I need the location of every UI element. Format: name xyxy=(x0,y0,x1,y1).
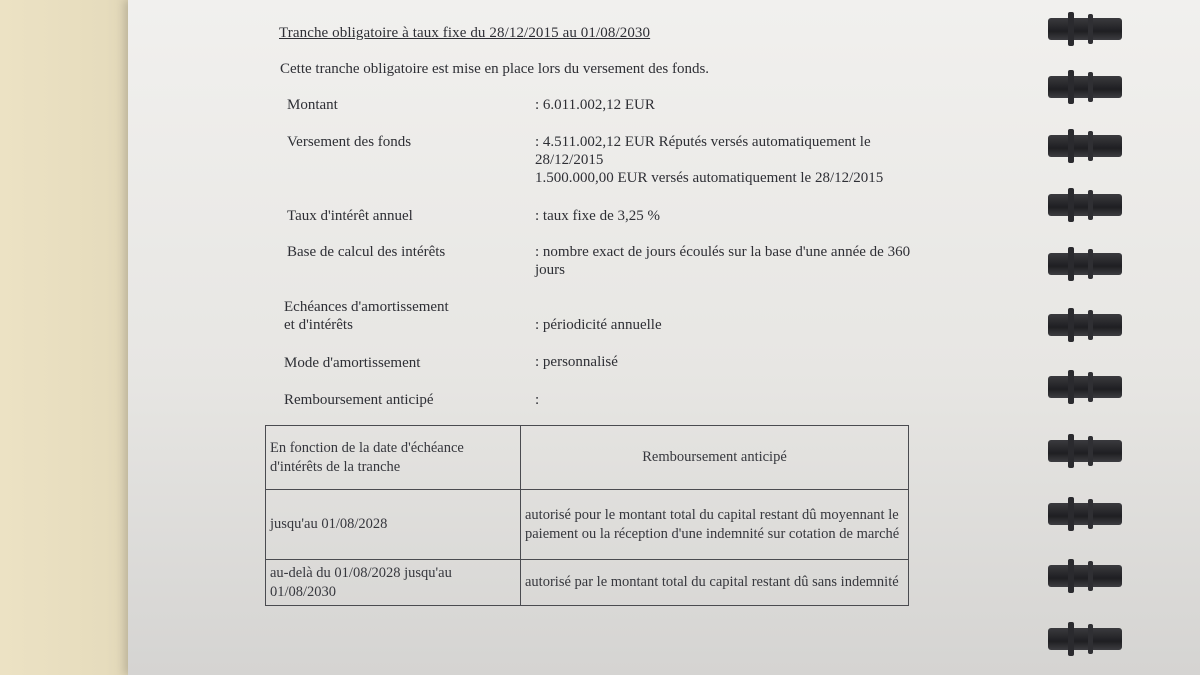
binding-ring xyxy=(1048,135,1122,157)
field-value-mode xyxy=(535,353,955,371)
binding-ring xyxy=(1048,440,1122,462)
value-line: : personnalisé xyxy=(535,354,618,370)
value-line: 1.500.000,00 EUR versés automatiquement le 28/12/2015 xyxy=(535,170,884,186)
table-cell: au-delà du 01/08/2028 jusqu'au 01/08/2030 xyxy=(266,560,521,606)
label-line: Echéances d'amortissement xyxy=(284,299,449,315)
binding-ring xyxy=(1048,76,1122,98)
binding-ring xyxy=(1048,503,1122,525)
value-line: : 4.511.002,12 EUR Réputés versés automatiquement le xyxy=(535,134,871,150)
section-heading: Tranche obligatoire à taux fixe du 28/12/2015 au 01/08/2030 xyxy=(279,25,651,41)
field-label-echeances xyxy=(284,298,449,334)
binding-ring xyxy=(1048,253,1122,275)
value-line: : 6.011.002,12 EUR xyxy=(535,97,655,113)
field-value-versement xyxy=(535,133,955,187)
binding-ring xyxy=(1048,376,1122,398)
field-label-taux: Taux d'intérêt annuel xyxy=(287,208,413,224)
table-header-row xyxy=(266,426,909,490)
value-line: : taux fixe de 3,25 % xyxy=(535,208,660,224)
table-header-cell: En fonction de la date d'échéance d'intérêts de la tranche xyxy=(266,426,521,490)
table-row xyxy=(266,560,909,606)
binding-ring xyxy=(1048,628,1122,650)
field-value-base-calcul xyxy=(535,243,955,279)
field-value-remboursement xyxy=(535,391,955,409)
intro-text: Cette tranche obligatoire est mise en place lors du versement des fonds. xyxy=(280,61,710,77)
value-line: : périodicité annuelle xyxy=(535,317,662,333)
field-label-versement: Versement des fonds xyxy=(287,134,412,150)
value-line: jours xyxy=(535,262,565,278)
field-label-mode: Mode d'amortissement xyxy=(284,355,421,371)
field-label-remboursement: Remboursement anticipé xyxy=(284,392,434,408)
field-label-montant: Montant xyxy=(287,97,338,113)
value-line: 28/12/2015 xyxy=(535,152,604,168)
value-line: : xyxy=(535,392,540,408)
field-label-base-calcul: Base de calcul des intérêts xyxy=(287,244,446,260)
binding-ring xyxy=(1048,18,1122,40)
table-cell: jusqu'au 01/08/2028 xyxy=(266,490,521,560)
binding-ring xyxy=(1048,314,1122,336)
label-line: et d'intérêts xyxy=(284,317,353,333)
value-line: : nombre exact de jours écoulés sur la base d'une année de 360 xyxy=(535,244,911,260)
table-row xyxy=(266,490,909,560)
field-value-montant xyxy=(535,96,955,114)
spiral-binding xyxy=(1042,0,1132,675)
table-header-cell: Remboursement anticipé xyxy=(521,426,909,490)
table-cell: autorisé pour le montant total du capital restant dû moyennant le paiement ou la réception d'une indemnité sur cotation de marché xyxy=(521,490,909,560)
table-cell: autorisé par le montant total du capital restant dû sans indemnité xyxy=(521,560,909,606)
binding-ring xyxy=(1048,565,1122,587)
field-value-echeances xyxy=(535,316,955,334)
field-value-taux xyxy=(535,207,955,225)
remboursement-table xyxy=(265,425,909,606)
binding-ring xyxy=(1048,194,1122,216)
